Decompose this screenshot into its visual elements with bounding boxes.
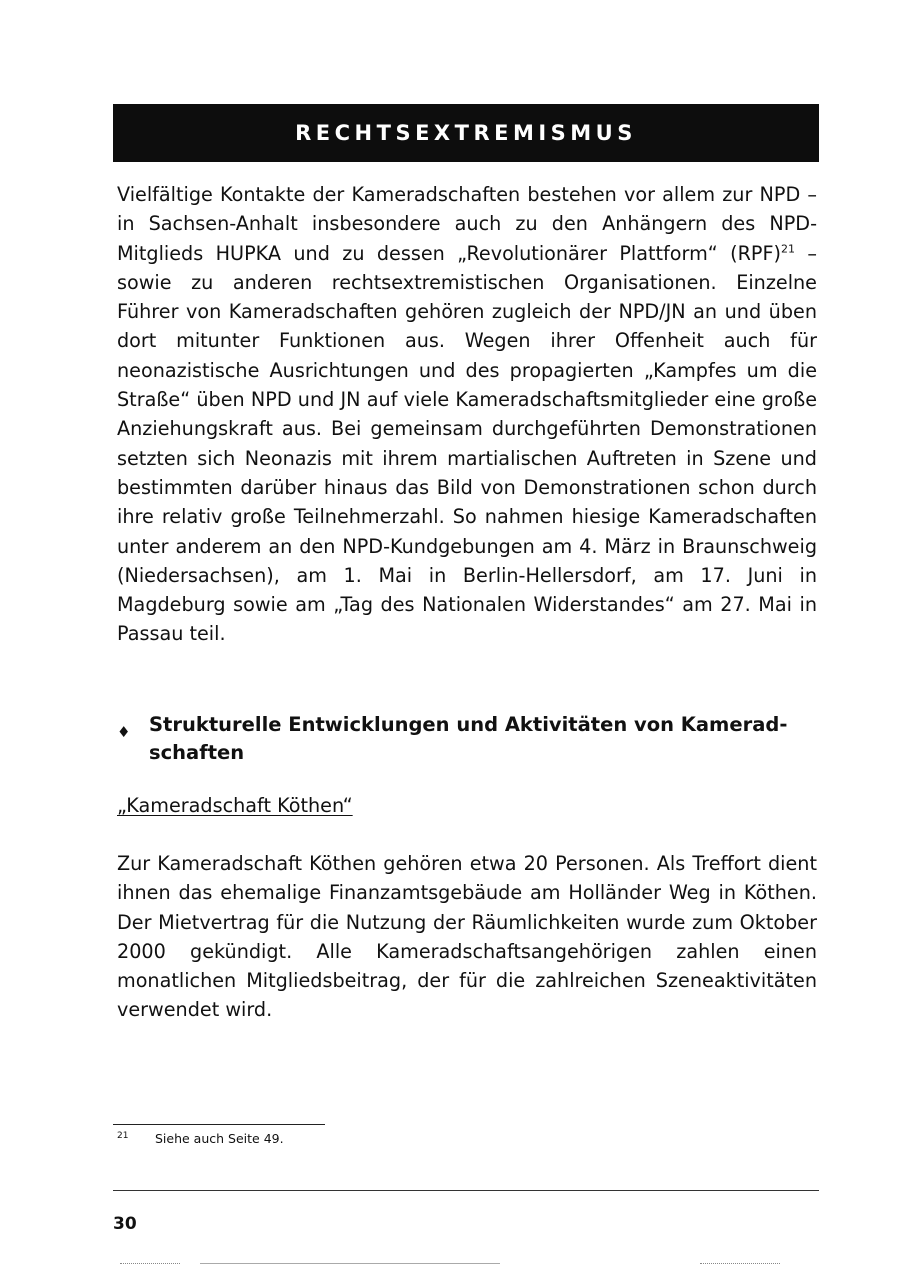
chapter-header-bar: [113, 104, 819, 162]
footnote-divider: [113, 1124, 325, 1125]
scan-artifact-line: [700, 1263, 780, 1264]
page-number: 30: [113, 1214, 137, 1234]
footnote-text: Siehe auch Seite 49.: [155, 1131, 284, 1146]
chapter-title: RECHTSEXTREMISMUS: [295, 121, 637, 145]
scan-artifact-line: [200, 1263, 500, 1264]
paragraph-text: – sowie zu anderen rechtsextremistischen Organisationen. Einzelne Führer von Kameradschaften gehören zugleich der NPD/JN an und üben dort mitunter Funktionen aus. Wegen ihrer Offenheit auch für neonazistische Ausrichtungen und des propagierten „Kampfes um die Straße“ üben NPD und JN auf viele Kameradschaftsmitglieder eine große Anziehungskraft aus. Bei gemeinsam durchgeführten Demonstrationen setzten sich Neonazis mit ihrem martialischen Auftreten in Szene und bestimmten darüber hinaus das Bild von Demonstrationen schon durch ihre relativ große Teilnehmerzahl. So nahmen hiesige Kameradschaften unter anderem an den NPD-Kundgebungen am 4. März in Braunschweig (Niedersachsen), am 1. Mai in Berlin-Hellersdorf, am 17. Juni in Magdeburg sowie am „Tag des Nationalen Widerstandes“ am 27. Mai in Passau teil.: [117, 241, 817, 646]
footnote-marker: 21: [117, 1131, 129, 1141]
paragraph-text: Vielfältige Kontakte der Kameradschaften bestehen vor allem zur NPD – in Sachsen-Anhalt insbesondere auch zu den Anhängern des NPD-Mitglieds HUPKA und zu dessen „Revolutionärer Plattform“ (RPF): [117, 183, 817, 265]
footer-divider: [113, 1190, 819, 1191]
footnote-reference: 21: [781, 242, 796, 256]
scan-artifact-line: [120, 1263, 180, 1264]
subsection-heading: „Kameradschaft Köthen“: [117, 794, 353, 817]
bullet-diamond-icon: ♦: [117, 723, 131, 741]
body-paragraph: [117, 180, 817, 649]
section-heading: Strukturelle Entwicklungen und Aktivitäten von Kameradschaften: [149, 713, 788, 764]
body-paragraph: Zur Kameradschaft Köthen gehören etwa 20 Personen. Als Treffort dient ihnen das ehemalige Finanzamtsgebäude am Holländer Weg in Köthen. Der Mietvertrag für die Nutzung der Räumlichkeiten wurde zum Oktober 2000 gekündigt. Alle Kameradschaftsangehörigen zahlen einen monatlichen Mitgliedsbeitrag, der für die zahlreichen Szeneaktivitäten verwendet wird.: [117, 852, 817, 1022]
